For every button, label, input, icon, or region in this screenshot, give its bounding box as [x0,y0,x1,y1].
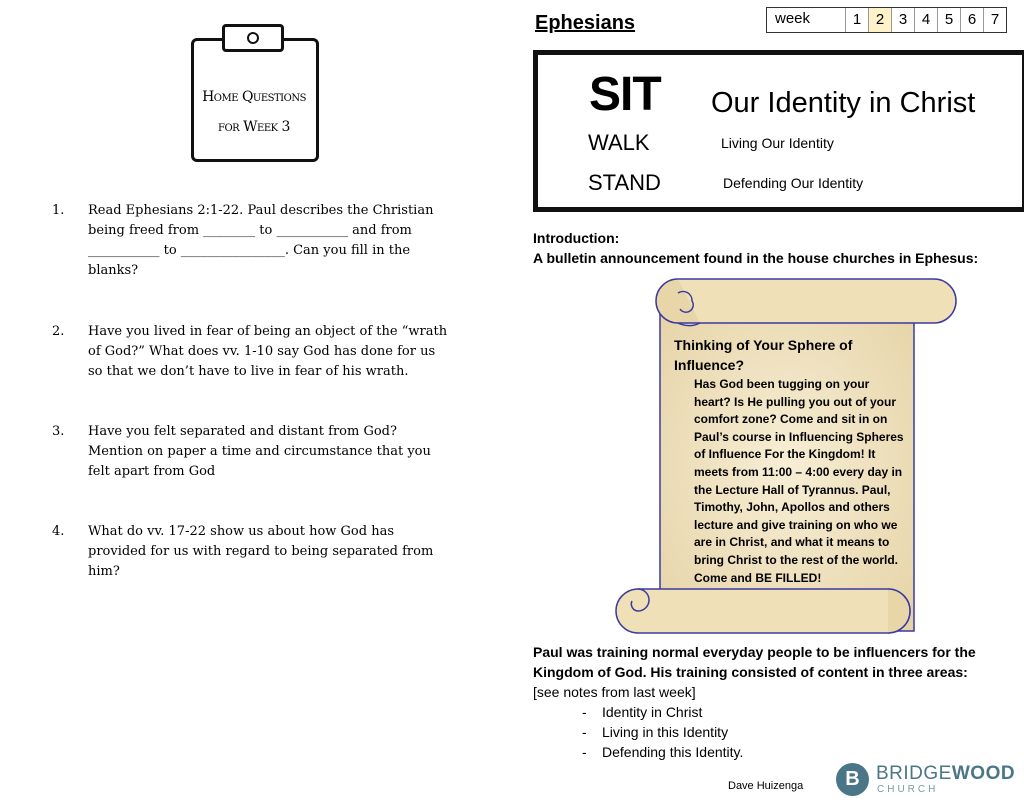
author-name: Dave Huizenga [728,780,804,792]
question-text: Have you felt separated and distant from God? Mention on paper a time and circumstance that you felt apart from God [88,424,431,479]
introduction-label: Introduction: [533,230,620,246]
list-dash: - [582,724,587,740]
training-note: [see notes from last week] [533,684,696,700]
clipboard-hole [247,32,259,44]
sit-description: Our Identity in Christ [711,87,976,119]
page-title: Ephesians [535,12,636,34]
clipboard-title-line2: for Week 3 [218,119,290,135]
week-7: 7 [990,11,1000,28]
sit-heading: SIT [589,68,661,121]
clipboard-icon [191,24,317,158]
stand-heading: STAND [588,170,661,195]
stand-description: Defending Our Identity [723,175,864,191]
list-item [582,742,743,762]
topic-box [533,50,1024,212]
training-text: Paul was training normal everyday people to be influencers for the Kingdom of God. His training consisted of content in three areas: [533,644,976,680]
scroll-body: Has God been tugging on your heart? Is He pulling you out of your comfort zone? Come and sit in on Paul’s course in Influencing Spheres of Influence For the Kingdom! It meets from 11:00 – 4:00 every day in the Lecture Hall of Tyrannus. Paul, Timothy, John, Apollos and others lecture and give training on who we are in Christ, and what it means to bring Christ to the rest of the world. Come and BE FILLED! [694,377,904,585]
logo-mark-letter: B [845,768,860,790]
clipboard-clip [222,24,284,52]
list-dash: - [582,744,587,760]
question-number: 2. [52,324,65,339]
walk-description: Living Our Identity [721,135,834,151]
list-item [582,722,728,742]
list-dash: - [582,704,587,720]
question-text: Have you lived in fear of being an object of the “wrath of God?” What does vv. 1-10 say God has done for us so that we don’t have to live in fear of his wrath. [88,324,448,379]
training-paragraph [533,642,1013,702]
week-3: 3 [892,8,915,32]
question-number: 1. [52,203,65,218]
logo-name-part2: WOOD [951,763,1016,784]
logo-name [876,763,1015,785]
scroll-heading: Thinking of Your Sphere of Influence? [674,337,853,373]
question-text: What do vv. 17-22 show us about how God has provided for us with regard to being separated from him? [88,524,434,579]
week-1: 1 [846,8,869,32]
week-selector [766,7,1007,33]
week-6: 6 [961,8,984,32]
week-label: week [767,8,846,32]
list-item-text: Identity in Christ [602,704,703,720]
question-number: 4. [52,524,65,539]
bridgewood-logo-icon [836,763,1020,797]
week-5: 5 [938,8,961,32]
week-4: 4 [915,8,938,32]
introduction [533,228,978,268]
list-item-text: Living in this Identity [602,724,729,740]
question-number: 3. [52,424,65,439]
introduction-text: A bulletin announcement found in the house churches in Ephesus: [533,250,979,266]
clipboard-title [195,82,313,142]
logo-subtitle: CHURCH [877,784,939,795]
question-text: Read Ephesians 2:1-22. Paul describes the Christian being freed from ________ to ___________ and from ___________ to ________________. Can you fill in the blanks? [88,203,434,278]
scroll-icon [612,275,962,637]
list-item-text: Defending this Identity. [602,744,744,760]
logo-name-part1: BRIDGE [876,763,952,784]
list-item [582,702,702,722]
walk-heading: WALK [588,130,650,155]
clipboard-title-line1: Home Questions [202,89,306,105]
week-2-current: 2 [869,8,892,32]
